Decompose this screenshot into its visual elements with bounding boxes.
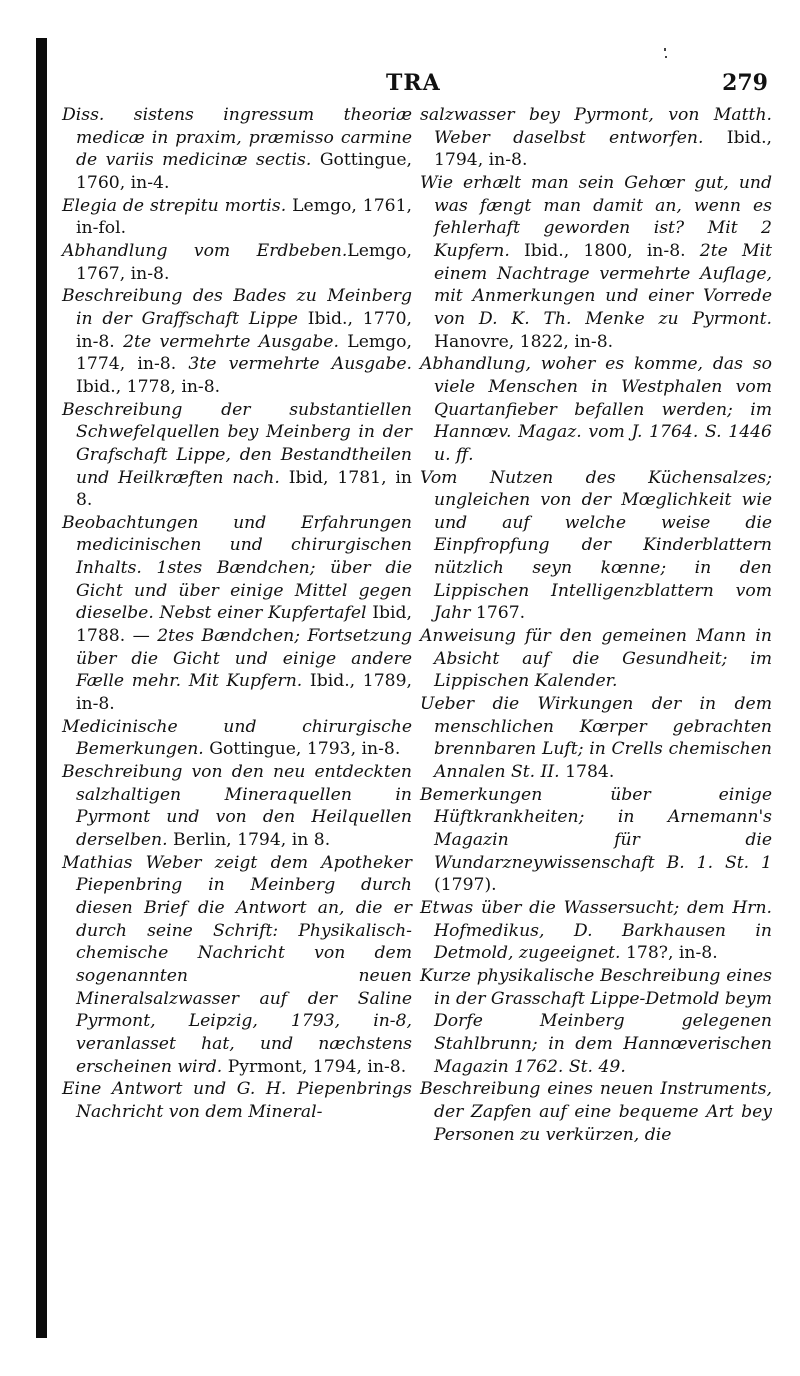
page-number: 279 bbox=[722, 70, 768, 96]
bibliography-entry: Medicinische und chirurgische Bemerkungen. Gottingue, 1793, in-8. bbox=[62, 716, 412, 760]
bibliography-entry: Vom Nutzen des Küchensalzes; ungleichen von der Mœglichkeit wie und auf welche weise die Einpfropfung der Kinderblattern nützlich seyn kœnne; in den Lippischen Intelligenzblattern vom Jahr 1767. bbox=[420, 467, 772, 624]
bibliography-entry: Mathias Weber zeigt dem Apotheker Piepenbring in Meinberg durch diesen Brief die Antwort an, die er durch seine Schrift: Physikalisch-chemische Nachricht von dem sogenannten neuen Mineralsalzwasser auf der Saline Pyrmont, Leipzig, 1793, in-8, veranlasset hat, und næchstens erscheinen wird. Pyrmont, 1794, in-8. bbox=[62, 852, 412, 1077]
bibliography-entry: Wie erhælt man sein Gehœr gut, und was fængt man damit an, wenn es fehlerhaft geworden ist? Mit 2 Kupfern. Ibid., 1800, in-8. 2te Mit einem Nachtrage vermehrte Auflage, mit Anmerkungen und einer Vorrede von D. K. Th. Menke zu Pyrmont. Hanovre, 1822, in-8. bbox=[420, 172, 772, 352]
bibliography-entry-continuation: salzwasser bey Pyrmont, von Matth. Weber daselbst entworfen. Ibid., 1794, in-8. bbox=[420, 105, 772, 171]
bibliography-entry: Eine Antwort und G. H. Piepenbrings Nachricht von dem Mineral- bbox=[62, 1079, 412, 1122]
paper-speck bbox=[664, 48, 666, 51]
paper-speck bbox=[665, 56, 667, 58]
bibliography-entry: Beschreibung eines neuen Instruments, der Zapfen auf eine bequeme Art bey Personen zu verkürzen, die bbox=[420, 1079, 772, 1145]
bibliography-entry: Elegia de strepitu mortis. Lemgo, 1761, in-fol. bbox=[62, 195, 412, 239]
bibliography-entry: Bemerkungen über einige Hüftkrankheiten; in Arnemann's Magazin für die Wundarzneywissenschaft B. 1. St. 1 (1797). bbox=[420, 784, 772, 896]
bibliography-entry: Etwas über die Wassersucht; dem Hrn. Hofmedikus, D. Barkhausen in Detmold, zugeeignet. 178?, in-8. bbox=[420, 897, 772, 964]
bibliography-entry: Diss. sistens ingressum theoriæ medicæ in praxim, præmisso carmine de variis medicinæ sectis. Gottingue, 1760, in-4. bbox=[62, 105, 412, 193]
bibliography-entry: Anweisung für den gemeinen Mann in Absicht auf die Gesundheit; im Lippischen Kalender. bbox=[420, 626, 772, 692]
bibliography-entry: Beschreibung der substantiellen Schwefelquellen bey Meinberg in der Grafschaft Lippe, den Bestandtheilen und Heilkræften nach. Ibid, 1781, in 8. bbox=[62, 399, 412, 511]
bibliography-entry: Abhandlung, woher es komme, das so viele Menschen in Westphalen vom Quartanfieber befallen werden; im Hannœv. Magaz. vom J. 1764. S. 1446 u. ff. bbox=[420, 354, 772, 465]
bibliography-entry: Abhandlung vom Erdbeben.Lemgo, 1767, in-8. bbox=[62, 240, 412, 284]
bibliography-entry: Beschreibung von den neu entdeckten salzhaltigen Mineraquellen in Pyrmont und von den Heilquellen derselben. Berlin, 1794, in 8. bbox=[62, 762, 412, 850]
bibliography-entry: Kurze physikalische Beschreibung eines in der Grasschaft Lippe-Detmold beym Dorfe Meinberg gelegenen Stahlbrunn; in dem Hannœverischen Magazin 1762. St. 49. bbox=[420, 965, 772, 1077]
running-head: TRA bbox=[386, 70, 441, 96]
book-spine-shadow bbox=[36, 38, 47, 1338]
right-column bbox=[420, 104, 772, 1146]
bibliography-entry: Beschreibung des Bades zu Meinberg in der Graffschaft Lippe Ibid., 1770, in-8. 2te vermehrte Ausgabe. Lemgo, 1774, in-8. 3te vermehrte Ausgabe. Ibid., 1778, in-8. bbox=[62, 286, 412, 397]
bibliography-entry: Ueber die Wirkungen der in dem menschlichen Kœrper gebrachten brennbaren Luft; in Crells chemischen Annalen St. II. 1784. bbox=[420, 694, 772, 783]
bibliography-entry: Beobachtungen und Erfahrungen medicinischen und chirurgischen Inhalts. 1stes Bændchen; über die Gicht und über einige Mittel gegen dieselbe. Nebst einer Kupfertafel Ibid, 1788. — 2tes Bændchen; Fortsetzung über die Gicht und einige andere Fælle mehr. Mit Kupfern. Ibid., 1789, in-8. bbox=[62, 512, 412, 715]
left-column bbox=[62, 104, 412, 1124]
